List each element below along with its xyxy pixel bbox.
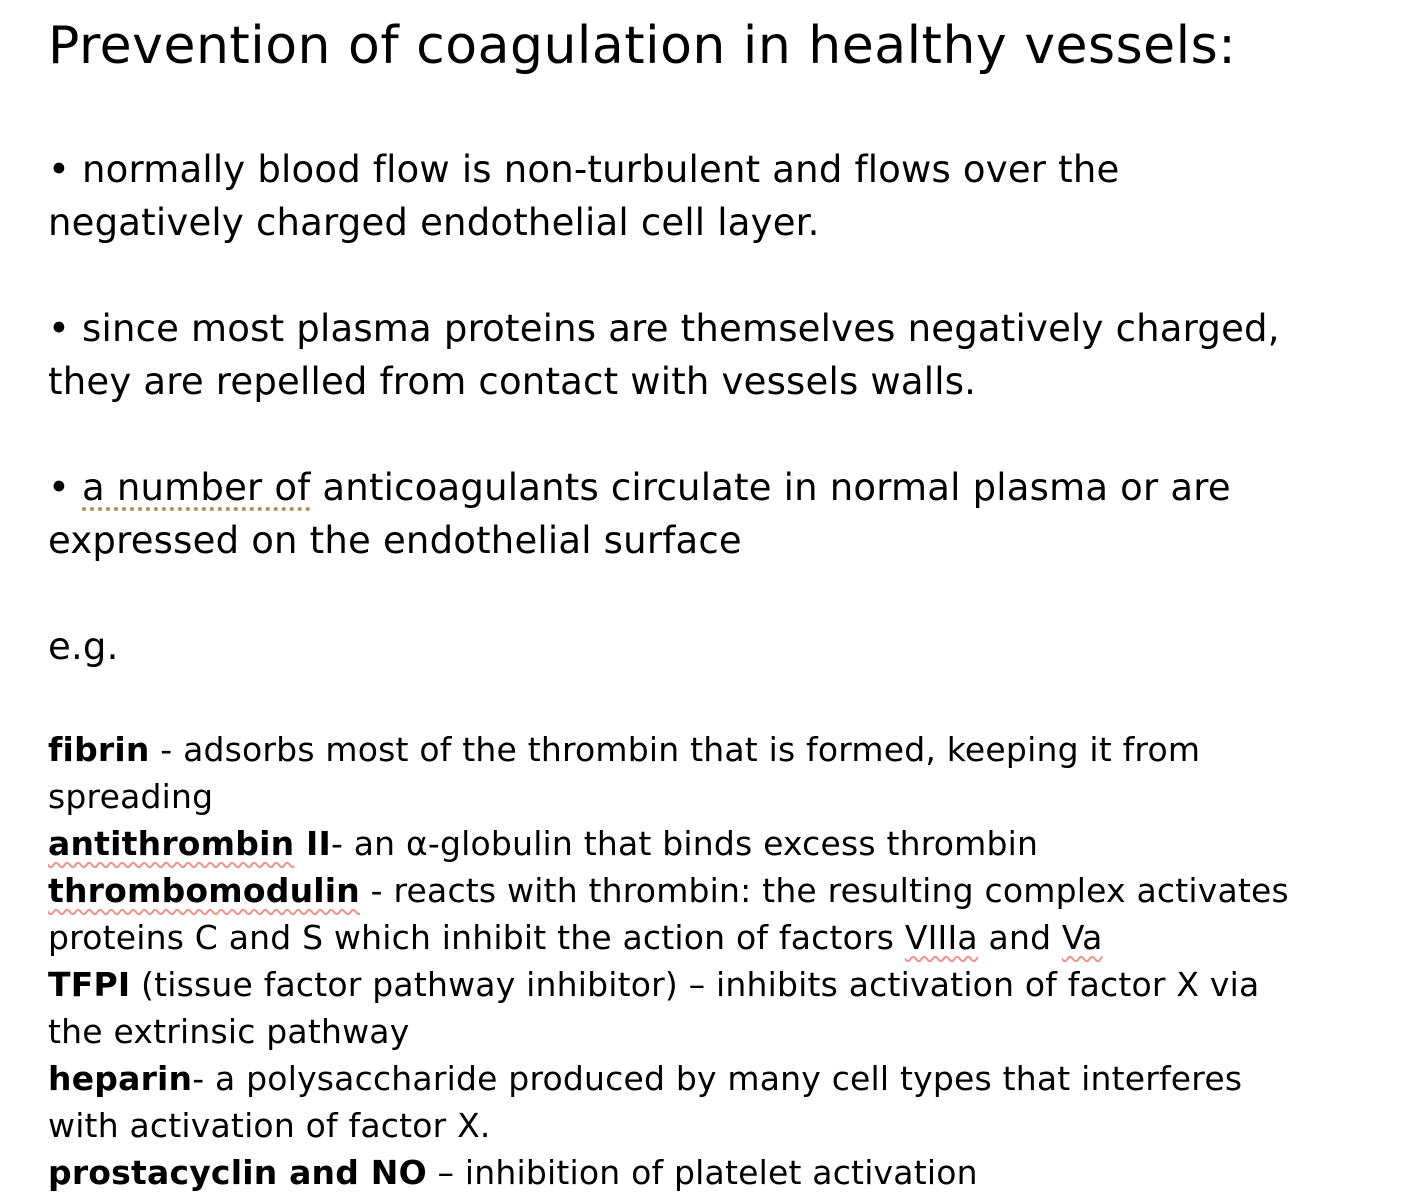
text-line [48,1008,1368,1055]
text-segment: they are repelled from contact with vessels walls. [48,360,977,404]
text-segment: VIIIa [904,918,978,958]
text-segment: - a polysaccharide produced by many cell types that interferes [192,1059,1243,1099]
text-segment: • since most plasma proteins are themselves negatively charged, [48,307,1280,351]
text-segment: anticoagulants circulate in normal plasma or are [310,466,1231,510]
text-line [48,820,1368,867]
text-segment: • normally blood flow is non-turbulent and flows over the [48,148,1120,192]
bullet-blood-flow [48,143,1368,249]
text-line [48,461,1368,514]
text-segment: and [977,918,1062,958]
bullet-paragraphs [48,143,1368,673]
text-segment: proteins C and S which inhibit the action of factors [48,918,905,958]
text-line [48,302,1368,355]
text-segment: negatively charged endothelial cell layer. [48,201,820,245]
text-segment: - reacts with thrombin: the resulting complex activates [359,871,1289,911]
text-segment: spreading [48,777,214,817]
text-segment: TFPI [48,965,131,1005]
text-segment: (tissue factor pathway inhibitor) – inhibits activation of factor X via [130,965,1260,1005]
text-segment: • [48,466,82,510]
text-segment: the extrinsic pathway [48,1012,410,1052]
text-line [48,867,1368,914]
text-segment: fibrin [48,730,150,770]
text-line [48,1055,1368,1102]
text-segment: a number of [82,466,311,510]
slide-title: Prevention of coagulation in healthy vessels: [48,16,1237,76]
text-segment: - an α-globulin that binds excess thrombin [330,824,1039,864]
text-segment: heparin [48,1059,193,1099]
text-segment: expressed on the endothelial surface [48,519,742,563]
text-segment: II [294,824,331,864]
text-segment: - adsorbs most of the thrombin that is formed, keeping it from [149,730,1201,770]
text-line [48,773,1368,820]
text-line [48,196,1368,249]
text-line [48,1149,1368,1196]
text-segment: Va [1061,918,1103,958]
text-line [48,914,1368,961]
text-line [48,355,1368,408]
text-line [48,1102,1368,1149]
text-line [48,620,1368,673]
text-segment: – inhibition of platelet activation [426,1153,978,1193]
text-line [48,961,1368,1008]
anticoagulant-definitions [48,726,1368,1196]
text-segment: e.g. [48,625,119,669]
text-segment: with activation of factor X. [48,1106,491,1146]
text-line [48,514,1368,567]
eg-label [48,620,1368,673]
text-line [48,143,1368,196]
bullet-plasma-proteins [48,302,1368,408]
text-line [48,726,1368,773]
text-segment: antithrombin [48,824,295,864]
text-segment: prostacyclin and NO [48,1153,427,1193]
bullet-anticoagulants [48,461,1368,567]
text-segment: thrombomodulin [48,871,360,911]
